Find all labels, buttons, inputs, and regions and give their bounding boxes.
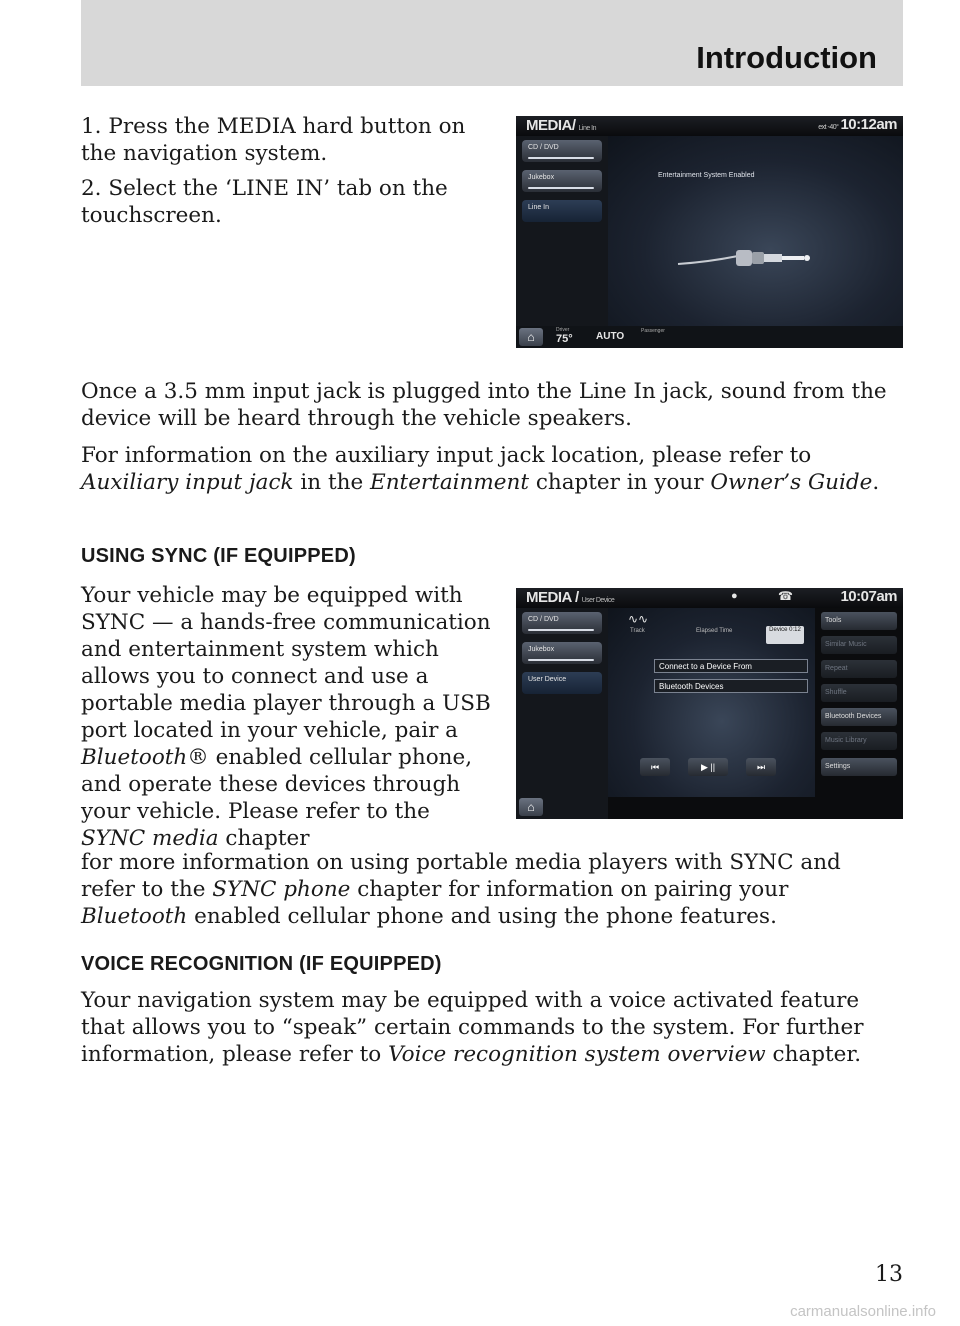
voice-overview-ref: Voice recognition system overview	[388, 1042, 766, 1067]
owners-guide-ref: Owner’s Guide	[710, 470, 873, 495]
sync-paragraph-wrapped: Your vehicle may be equipped with SYNC — a hands-free communication and entertainment system which allows you to connect and use a portable media player through a USB port located in your vehicle, pair a Bluetooth® enabled cellular phone, and operate these devices through your vehicle. Please refer to the SYNC media chapter	[81, 583, 491, 851]
waveform-icon: ∿∿	[628, 612, 649, 626]
home-icon[interactable]: ⌂	[519, 798, 543, 816]
step-2: 2. Select the ‘LINE IN’ tab on the touchscreen.	[81, 176, 448, 228]
passenger-label: Passenger	[641, 328, 665, 334]
next-track-button[interactable]: ⏭	[746, 758, 776, 776]
tab-user-device[interactable]: User Device	[522, 672, 602, 694]
entertainment-ref: Entertainment	[370, 470, 529, 495]
track-label: Track	[630, 628, 645, 634]
bluetooth-devices-button[interactable]: Bluetooth Devices	[821, 708, 897, 726]
aux-input-jack-ref: Auxiliary input jack	[81, 470, 294, 495]
screen-time: 10:07am	[840, 588, 897, 605]
tab-jukebox[interactable]: Jukebox	[522, 170, 602, 192]
bluetooth-devices-strip[interactable]: Bluetooth Devices	[654, 679, 808, 693]
repeat-button[interactable]: Repeat	[821, 660, 897, 678]
music-library-button[interactable]: Music Library	[821, 732, 897, 750]
sync-user-device-screenshot	[516, 588, 903, 819]
entertainment-message: Entertainment System Enabled	[658, 172, 755, 179]
tab-jukebox[interactable]: Jukebox	[522, 642, 602, 664]
header-bar	[81, 0, 903, 86]
driver-temp: 75°	[556, 333, 573, 345]
sync-paragraph-full: for more information on using portable media players with SYNC and refer to the SYNC phone chapter for information on pairing your Bluetooth enabled cellular phone and using the phone features.	[81, 850, 841, 929]
screen-header	[516, 116, 903, 136]
screen-tab-panel	[516, 608, 608, 819]
screen-title: MEDIA / User Device	[526, 589, 615, 606]
tab-cd-dvd[interactable]: CD / DVD	[522, 612, 602, 634]
connect-device-strip[interactable]: Connect to a Device From	[654, 659, 808, 673]
screen-status: ext -40° 10:12am	[818, 116, 897, 133]
page-number: 13	[875, 1262, 903, 1287]
screen-title: MEDIA/ Line In	[526, 117, 597, 134]
climate-auto: AUTO	[596, 331, 625, 342]
driver-label: Driver	[556, 327, 570, 333]
tab-cd-dvd[interactable]: CD / DVD	[522, 140, 602, 162]
phone-icon: ☎	[778, 589, 793, 603]
elapsed-time-label: Elapsed Time	[696, 628, 733, 634]
voice-paragraph: Your navigation system may be equipped with a voice activated feature that allows you to “speak” certain commands to the system. For further information, please refer to Voice recognition system overview chapter.	[81, 988, 864, 1067]
play-pause-button[interactable]: ▶ ||	[688, 758, 728, 776]
tools-button[interactable]: Tools	[821, 612, 897, 630]
sync-heading: USING SYNC (IF EQUIPPED)	[81, 545, 356, 567]
previous-track-button[interactable]: ⏮	[640, 758, 670, 776]
watermark: carmanualsonline.info	[790, 1303, 936, 1320]
screen-header	[516, 588, 903, 608]
aux-input-paragraph: For information on the auxiliary input jack location, please refer to Auxiliary input jack in the Entertainment chapter in your Owner’s Guide.	[81, 443, 880, 495]
screen-main-area	[608, 136, 903, 326]
tab-line-in[interactable]: Line In	[522, 200, 602, 222]
voice-heading: VOICE RECOGNITION (IF EQUIPPED)	[81, 953, 442, 975]
screen-tab-panel	[516, 136, 608, 348]
home-icon[interactable]: ⌂	[519, 328, 543, 346]
step-1: 1. Press the MEDIA hard button on the navigation system.	[81, 114, 466, 166]
line-in-screenshot	[516, 116, 903, 348]
section-title: Introduction	[696, 40, 877, 75]
shuffle-button[interactable]: Shuffle	[821, 684, 897, 702]
similar-music-button[interactable]: Similar Music	[821, 636, 897, 654]
settings-button[interactable]: Settings	[821, 758, 897, 776]
line-in-paragraph: Once a 3.5 mm input jack is plugged into the Line In jack, sound from the device will be heard through the vehicle speakers.	[81, 379, 887, 431]
usb-icon: ●	[731, 590, 738, 602]
device-badge: Device 0:12	[766, 626, 804, 644]
screen-footer	[516, 326, 903, 348]
audio-jack-icon	[668, 226, 868, 296]
